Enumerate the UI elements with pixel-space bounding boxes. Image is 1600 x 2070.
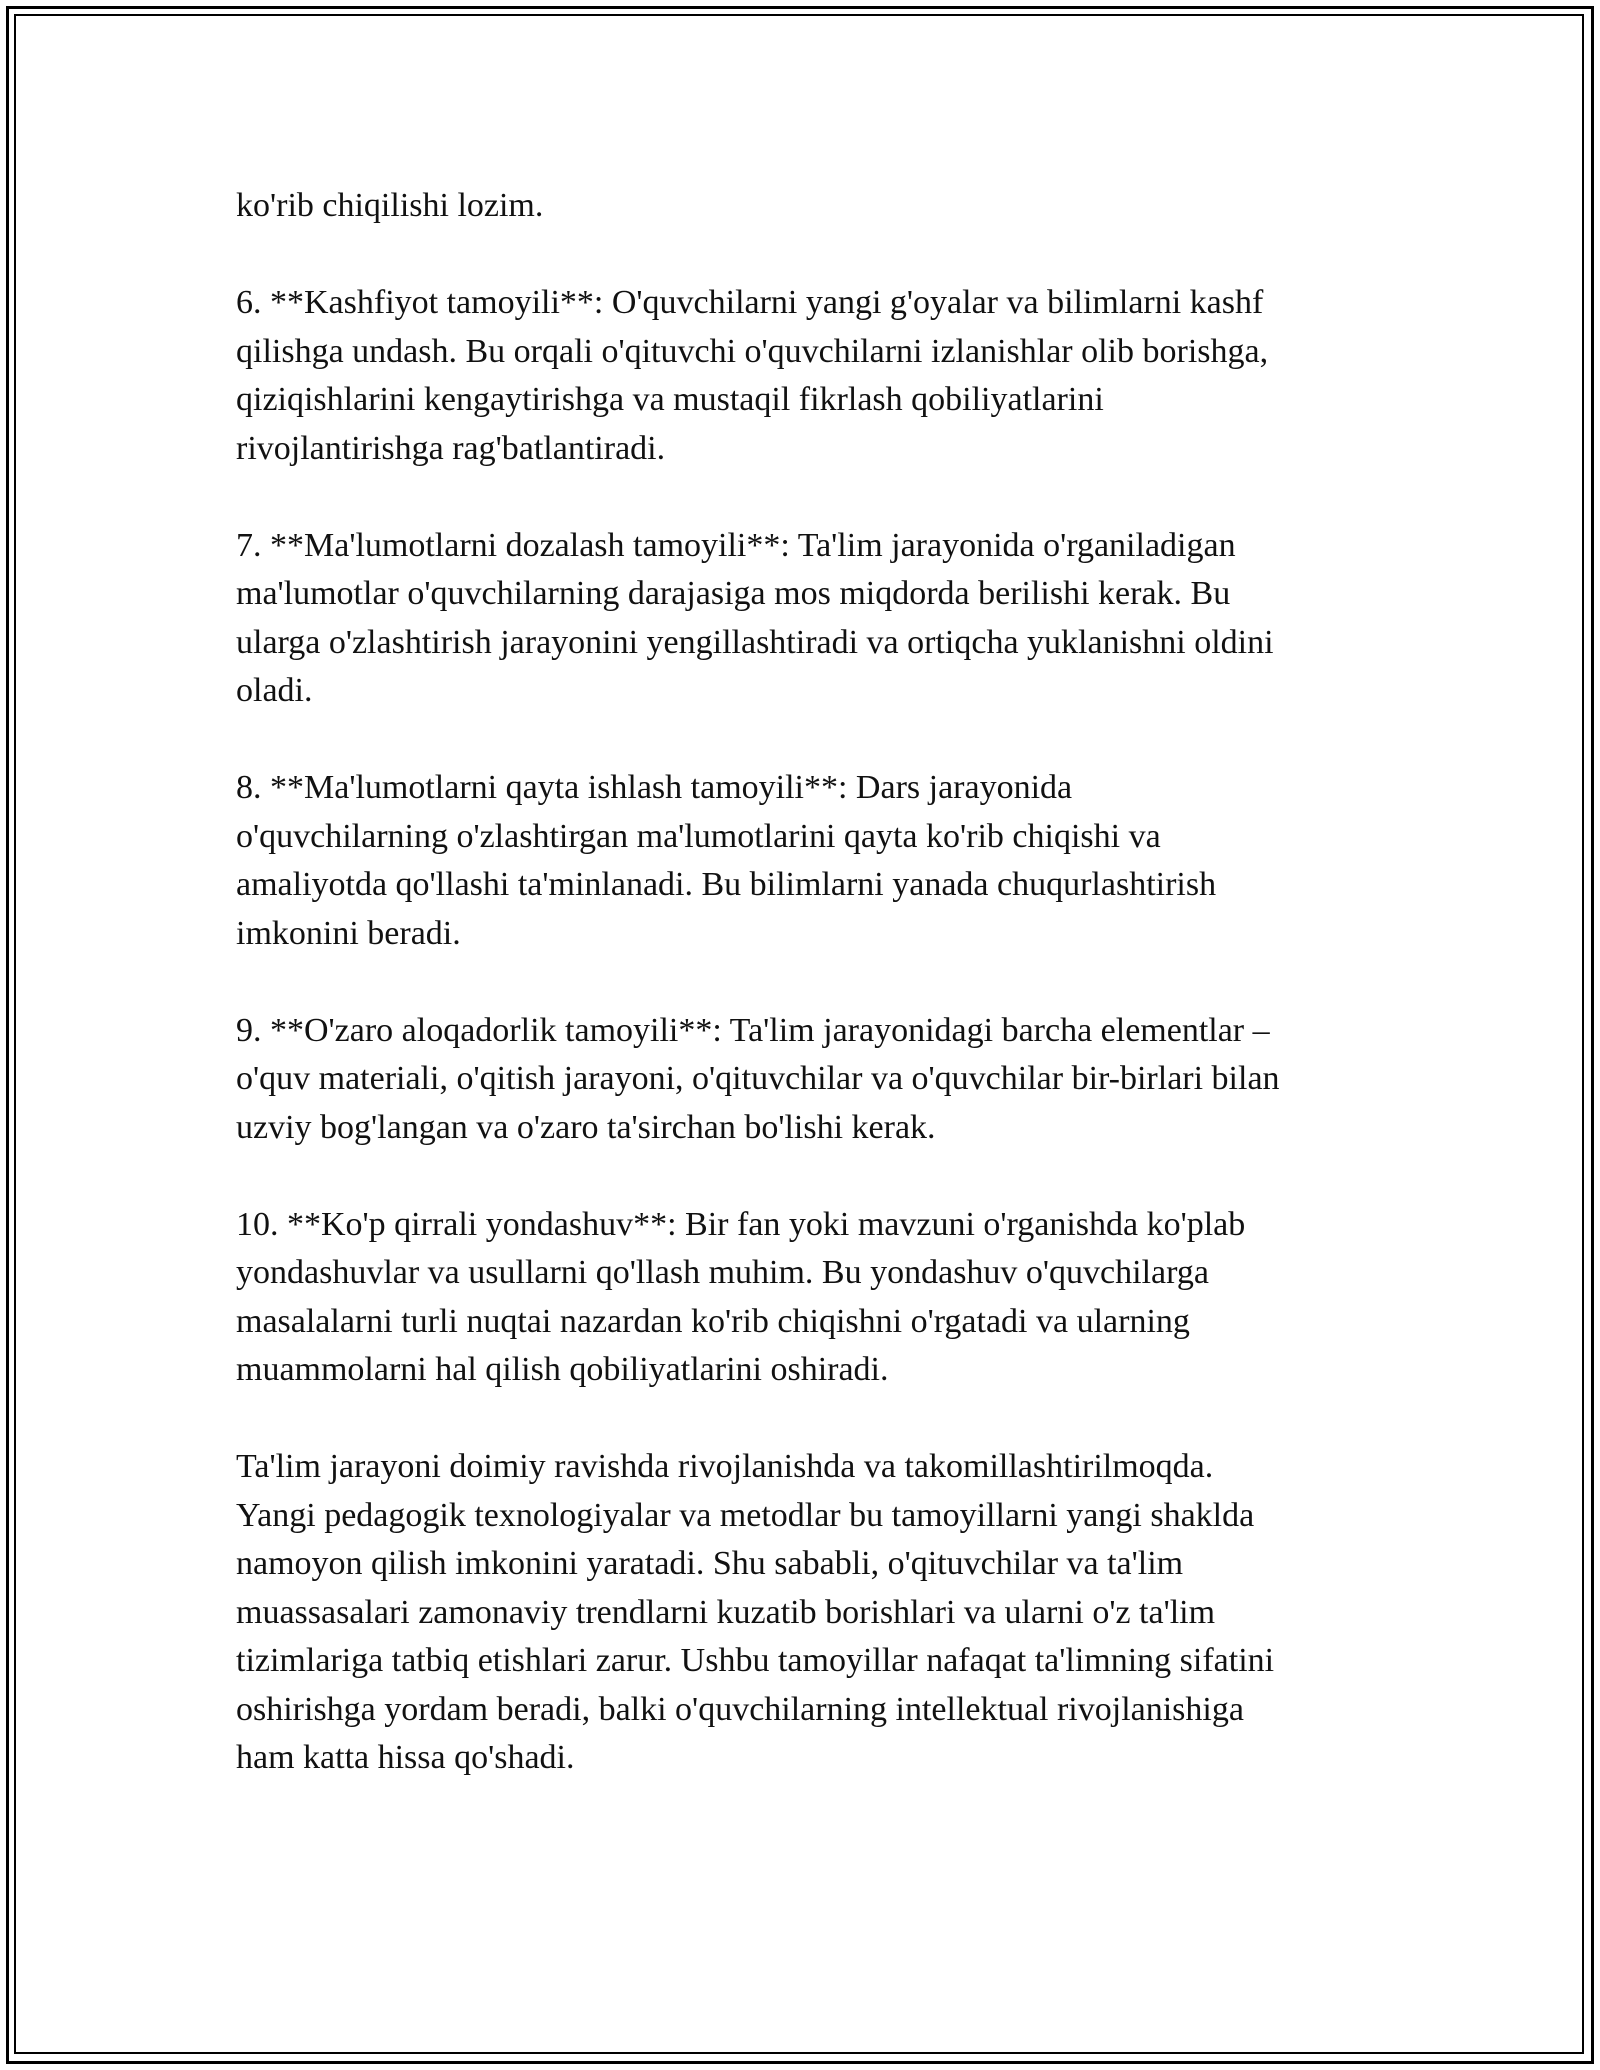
paragraph-item-8: 8. **Ma'lumotlarni qayta ishlash tamoyili**: Dars jarayonida o'quvchilarning o'zlashtirgan ma'lumotlarini qayta ko'rib chiqishi va amaliyotda qo'llashi ta'minlanadi. Bu bilimlarni yanada chuqurlashtirish imkonini beradi. [236,769,1217,952]
paragraph-conclusion: Ta'lim jarayoni doimiy ravishda rivojlanishda va takomillashtirilmoqda. Yangi pedagogik texnologiyalar va metodlar bu tamoyillarni yangi shaklda namoyon qilish imkonini yaratadi. Shu sababli, o'qituvchilar va ta'lim muassasalari zamonaviy trendlarni kuzatib borishlari va ularni o'z ta'lim tizimlariga tatbiq etishlari zarur. Ushbu tamoyillar nafaqat ta'limning sifatini oshirishga yordam beradi, balki o'quvchilarning intellektual rivojlanishiga ham katta hissa qo'shadi. [236,1448,1275,1776]
document-body [236,182,1366,1783]
paragraph-item-9: 9. **O'zaro aloqadorlik tamoyili**: Ta'lim jarayonidagi barcha elementlar – o'quv materiali, o'qitish jarayoni, o'qituvchilar va o'quvchilar bir-birlari bilan uzviy bog'langan va o'zaro ta'sirchan bo'lishi kerak. [236,1011,1280,1146]
paragraph-continuation: ko'rib chiqilishi lozim. [236,187,544,224]
paragraph-item-6: 6. **Kashfiyot tamoyili**: O'quvchilarni yangi g'oyalar va bilimlarni kashf qilishga undash. Bu orqali o'qituvchi o'quvchilarni izlanishlar olib borishga, qiziqishlarini kengaytirishga va mustaqil fikrlash qobiliyatlarini rivojlantirishga rag'batlantiradi. [236,284,1269,467]
paragraph-item-7: 7. **Ma'lumotlarni dozalash tamoyili**: Ta'lim jarayonida o'rganiladigan ma'lumotlar o'quvchilarning darajasiga mos miqdorda berilishi kerak. Bu ularga o'zlashtirish jarayonini yengillashtiradi va ortiqcha yuklanishni oldini oladi. [236,526,1274,709]
paragraph-item-10: 10. **Ko'p qirrali yondashuv**: Bir fan yoki mavzuni o'rganishda ko'plab yondashuvlar va usullarni qo'llash muhim. Bu yondashuv o'quvchilarga masalalarni turli nuqtai nazardan ko'rib chiqishni o'rgatadi va ularning muammolarni hal qilish qobiliyatlarini oshiradi. [236,1205,1246,1388]
